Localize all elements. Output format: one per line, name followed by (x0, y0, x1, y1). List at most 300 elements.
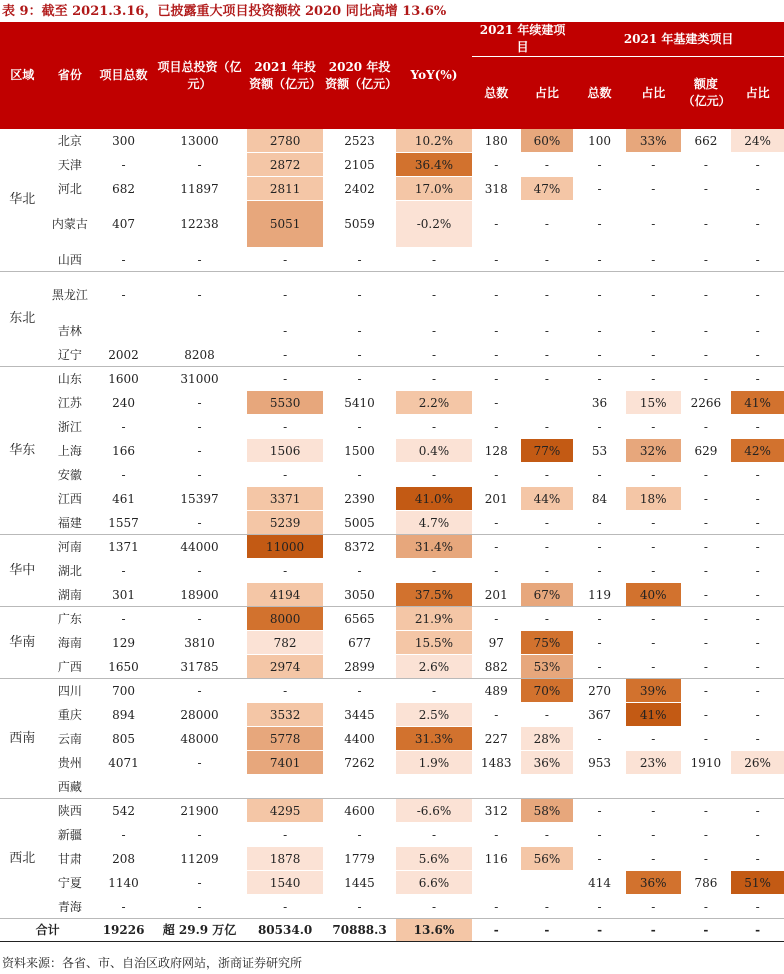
table-cell: - (247, 415, 323, 439)
table-cell: - (95, 895, 152, 919)
header-region: 区域 (0, 22, 45, 129)
table-cell: - (731, 535, 784, 559)
table-cell: - (247, 272, 323, 319)
table-cell: - (472, 703, 521, 727)
table-cell: - (323, 415, 396, 439)
header-continuing-ratio: 占比 (521, 57, 574, 130)
table-cell: - (247, 343, 323, 367)
table-cell: 21.9% (396, 607, 472, 631)
table-row (0, 679, 784, 703)
table-row (0, 439, 784, 463)
table-row (0, 655, 784, 679)
table-cell: 70888.3 (323, 919, 396, 942)
table-body (0, 129, 784, 919)
table-cell: - (626, 153, 681, 177)
investment-table (0, 22, 784, 942)
table-cell: - (681, 511, 732, 535)
table-cell: 1371 (95, 535, 152, 559)
table-cell: 41% (731, 391, 784, 415)
table-cell: 41% (626, 703, 681, 727)
table-cell: - (626, 895, 681, 919)
province-cell: 四川 (45, 679, 96, 703)
province-cell: 青海 (45, 895, 96, 919)
province-cell: 湖南 (45, 583, 96, 607)
table-cell: - (681, 919, 732, 942)
table-cell: 677 (323, 631, 396, 655)
table-cell: - (731, 177, 784, 201)
table-cell (396, 775, 472, 799)
table-cell: - (323, 823, 396, 847)
table-cell: 318 (472, 177, 521, 201)
table-cell: 24% (731, 129, 784, 153)
table-cell: - (573, 367, 626, 391)
table-cell: 4.7% (396, 511, 472, 535)
table-cell: 84 (573, 487, 626, 511)
table-cell (95, 775, 152, 799)
table-row (0, 895, 784, 919)
table-cell: - (681, 583, 732, 607)
table-cell: 超 29.9 万亿 (152, 919, 247, 942)
province-cell: 江苏 (45, 391, 96, 415)
table-cell: - (573, 415, 626, 439)
table-cell: - (247, 823, 323, 847)
province-cell: 贵州 (45, 751, 96, 775)
table-cell: 240 (95, 391, 152, 415)
table-cell: - (731, 655, 784, 679)
table-cell: - (472, 535, 521, 559)
table-row (0, 367, 784, 391)
table-cell: - (152, 823, 247, 847)
table-cell: - (152, 895, 247, 919)
table-cell: 2266 (681, 391, 732, 415)
table-cell: 26% (731, 751, 784, 775)
table-cell: 10.2% (396, 129, 472, 153)
table-cell (681, 775, 732, 799)
table-cell: 5778 (247, 727, 323, 751)
table-cell: - (472, 895, 521, 919)
header-group-continuing: 2021 年续建项目 (472, 22, 573, 57)
table-cell: - (731, 631, 784, 655)
table-cell: 5.6% (396, 847, 472, 871)
table-row (0, 511, 784, 535)
table-row (0, 751, 784, 775)
table-cell: 11897 (152, 177, 247, 201)
table-cell: - (396, 319, 472, 343)
table-cell: - (573, 319, 626, 343)
table-cell: 882 (472, 655, 521, 679)
table-cell: 80534.0 (247, 919, 323, 942)
table-cell: - (247, 679, 323, 703)
table-cell: 2390 (323, 487, 396, 511)
table-cell: - (95, 153, 152, 177)
table-cell: - (323, 463, 396, 487)
table-cell: 489 (472, 679, 521, 703)
table-cell: - (681, 367, 732, 391)
table-cell: - (573, 559, 626, 583)
table-cell: - (681, 607, 732, 631)
table-cell: - (573, 153, 626, 177)
table-cell: - (95, 248, 152, 272)
table-cell: - (521, 319, 574, 343)
table-row (0, 535, 784, 559)
table-cell: 301 (95, 583, 152, 607)
table-cell: 5059 (323, 201, 396, 248)
province-cell: 西藏 (45, 775, 96, 799)
table-cell: - (681, 655, 732, 679)
table-cell: 15.5% (396, 631, 472, 655)
table-cell: - (731, 153, 784, 177)
table-cell: - (396, 415, 472, 439)
province-cell: 天津 (45, 153, 96, 177)
table-cell: 414 (573, 871, 626, 895)
table-row (0, 201, 784, 248)
province-cell: 辽宁 (45, 343, 96, 367)
table-cell: 21900 (152, 799, 247, 823)
region-label: 西北 (0, 799, 45, 919)
table-cell: - (95, 463, 152, 487)
table-cell: 1910 (681, 751, 732, 775)
table-row (0, 177, 784, 201)
table-cell: 367 (573, 703, 626, 727)
table-cell (521, 871, 574, 895)
table-cell: 1.9% (396, 751, 472, 775)
total-row (0, 919, 784, 942)
province-cell: 海南 (45, 631, 96, 655)
table-cell: 129 (95, 631, 152, 655)
province-cell: 重庆 (45, 703, 96, 727)
table-cell: - (681, 153, 732, 177)
table-cell: - (626, 367, 681, 391)
table-row (0, 583, 784, 607)
table-cell: 201 (472, 583, 521, 607)
table-cell: 4194 (247, 583, 323, 607)
table-footer (0, 919, 784, 942)
table-cell: 28000 (152, 703, 247, 727)
table-cell: - (323, 248, 396, 272)
table-title: 表 9：截至 2021.3.16，已披露重大项目投资额较 2020 同比高增 13.6% (2, 4, 447, 19)
table-cell: - (681, 319, 732, 343)
region-label: 华中 (0, 535, 45, 607)
table-cell: - (323, 895, 396, 919)
table-cell: - (152, 607, 247, 631)
table-cell: 44000 (152, 535, 247, 559)
table-cell: - (323, 679, 396, 703)
table-cell: 28% (521, 727, 574, 751)
table-cell: 805 (95, 727, 152, 751)
table-cell: 11000 (247, 535, 323, 559)
table-cell: 1540 (247, 871, 323, 895)
table-cell: - (152, 463, 247, 487)
table-cell: 53% (521, 655, 574, 679)
table-cell: - (521, 823, 574, 847)
table-cell: - (573, 919, 626, 942)
table-cell: - (573, 201, 626, 248)
table-cell: 682 (95, 177, 152, 201)
table-cell: 5530 (247, 391, 323, 415)
table-cell: -6.6% (396, 799, 472, 823)
table-cell: 31785 (152, 655, 247, 679)
table-cell: - (626, 919, 681, 942)
table-cell: - (731, 367, 784, 391)
table-cell: - (626, 727, 681, 751)
table-cell: 36% (521, 751, 574, 775)
header-reserve-amount-ratio: 占比 (731, 57, 784, 130)
table-cell: 5410 (323, 391, 396, 415)
province-cell: 北京 (45, 129, 96, 153)
table-cell: - (521, 703, 574, 727)
table-cell: 119 (573, 583, 626, 607)
table-header (0, 22, 784, 129)
table-cell (626, 775, 681, 799)
table-cell: 31.4% (396, 535, 472, 559)
table-row (0, 272, 784, 319)
table-cell: - (731, 343, 784, 367)
table-cell: 662 (681, 129, 732, 153)
table-cell: 18% (626, 487, 681, 511)
table-cell: 2.2% (396, 391, 472, 415)
header-investment-2020: 2020 年投资额（亿元） (323, 22, 396, 129)
table-cell: - (521, 535, 574, 559)
table-cell: - (731, 487, 784, 511)
table-row (0, 607, 784, 631)
table-cell: - (95, 415, 152, 439)
table-cell: 33% (626, 129, 681, 153)
table-cell: - (681, 679, 732, 703)
table-cell: 4400 (323, 727, 396, 751)
table-cell: 2899 (323, 655, 396, 679)
table-row (0, 153, 784, 177)
table-cell: 70% (521, 679, 574, 703)
table-cell: - (573, 607, 626, 631)
table-cell: - (681, 487, 732, 511)
table-row (0, 343, 784, 367)
table-cell: - (472, 511, 521, 535)
table-cell: - (472, 415, 521, 439)
province-cell: 陕西 (45, 799, 96, 823)
table-cell: - (626, 343, 681, 367)
table-cell (323, 775, 396, 799)
table-cell: 2002 (95, 343, 152, 367)
header-reserve-amount: 额度（亿元） (681, 57, 732, 130)
table-cell: 700 (95, 679, 152, 703)
table-row (0, 775, 784, 799)
table-cell: 2.5% (396, 703, 472, 727)
table-cell (731, 775, 784, 799)
table-cell: - (573, 847, 626, 871)
table-cell: - (152, 439, 247, 463)
table-cell: 1483 (472, 751, 521, 775)
table-cell: 1140 (95, 871, 152, 895)
table-cell: - (573, 248, 626, 272)
table-cell: 40% (626, 583, 681, 607)
table-cell: - (521, 153, 574, 177)
province-cell: 吉林 (45, 319, 96, 343)
table-cell: 786 (681, 871, 732, 895)
table-cell: - (521, 201, 574, 248)
table-cell: 3371 (247, 487, 323, 511)
table-cell: 42% (731, 439, 784, 463)
table-cell: - (95, 559, 152, 583)
table-cell: - (681, 272, 732, 319)
table-cell: - (681, 535, 732, 559)
table-cell: 41.0% (396, 487, 472, 511)
table-cell: - (626, 248, 681, 272)
table-cell: - (626, 272, 681, 319)
table-cell: - (731, 272, 784, 319)
province-cell: 山东 (45, 367, 96, 391)
table-cell: - (731, 559, 784, 583)
table-cell: - (472, 607, 521, 631)
table-row (0, 391, 784, 415)
header-investment-2021: 2021 年投资额（亿元） (247, 22, 323, 129)
table-row (0, 847, 784, 871)
table-cell: - (95, 823, 152, 847)
table-cell: - (731, 847, 784, 871)
table-cell: 18900 (152, 583, 247, 607)
table-cell: - (396, 248, 472, 272)
header-continuing-total: 总数 (472, 57, 521, 130)
table-cell: - (396, 559, 472, 583)
table-cell: - (731, 248, 784, 272)
table-cell (95, 319, 152, 343)
table-cell: - (472, 153, 521, 177)
region-label: 华北 (0, 129, 45, 272)
table-cell: - (323, 319, 396, 343)
table-cell: - (573, 727, 626, 751)
table-cell: 461 (95, 487, 152, 511)
table-cell: - (626, 607, 681, 631)
table-cell: - (396, 343, 472, 367)
table-cell: - (681, 343, 732, 367)
table-cell: - (247, 319, 323, 343)
table-cell: 3050 (323, 583, 396, 607)
table-cell: 56% (521, 847, 574, 871)
table-cell (472, 775, 521, 799)
table-row (0, 463, 784, 487)
table-cell: - (152, 559, 247, 583)
region-label: 华南 (0, 607, 45, 679)
table-cell: 13.6% (396, 919, 472, 942)
table-cell: 6565 (323, 607, 396, 631)
table-cell: - (573, 655, 626, 679)
table-cell: - (681, 248, 732, 272)
table-cell: 36% (626, 871, 681, 895)
table-cell: - (472, 319, 521, 343)
table-cell: 77% (521, 439, 574, 463)
table-row (0, 129, 784, 153)
region-label: 华东 (0, 367, 45, 535)
table-cell: -0.2% (396, 201, 472, 248)
table-cell: - (323, 559, 396, 583)
table-cell: - (152, 511, 247, 535)
table-cell: 3532 (247, 703, 323, 727)
table-cell: - (521, 559, 574, 583)
table-cell: - (472, 391, 521, 415)
table-cell: 3810 (152, 631, 247, 655)
table-cell: 53 (573, 439, 626, 463)
table-cell: - (396, 823, 472, 847)
table-cell: 4071 (95, 751, 152, 775)
table-cell: - (681, 463, 732, 487)
table-cell: - (152, 248, 247, 272)
province-cell: 浙江 (45, 415, 96, 439)
table-cell: - (731, 895, 784, 919)
table-cell: - (626, 415, 681, 439)
table-row (0, 559, 784, 583)
province-cell: 广东 (45, 607, 96, 631)
table-cell: 36.4% (396, 153, 472, 177)
table-cell (152, 319, 247, 343)
table-cell: - (95, 272, 152, 319)
table-cell: - (626, 201, 681, 248)
table-cell: - (323, 367, 396, 391)
table-cell: - (626, 631, 681, 655)
table-cell: - (731, 607, 784, 631)
source-note: 资料来源：各省、市、自治区政府网站，浙商证券研究所 (2, 956, 303, 970)
table-cell: - (247, 367, 323, 391)
total-label: 合计 (0, 919, 95, 942)
table-cell: 2974 (247, 655, 323, 679)
table-cell: - (573, 631, 626, 655)
table-cell: 270 (573, 679, 626, 703)
table-cell: 19226 (95, 919, 152, 942)
table-cell: - (152, 679, 247, 703)
table-cell: 1878 (247, 847, 323, 871)
table-cell (573, 775, 626, 799)
table-cell: 100 (573, 129, 626, 153)
table-cell: - (472, 367, 521, 391)
table-row (0, 799, 784, 823)
table-cell: - (681, 177, 732, 201)
table-row (0, 631, 784, 655)
table-cell: 44% (521, 487, 574, 511)
table-cell: - (626, 559, 681, 583)
table-cell (152, 775, 247, 799)
region-label: 东北 (0, 272, 45, 367)
table-cell: - (521, 272, 574, 319)
table-cell: - (681, 895, 732, 919)
table-cell: - (626, 319, 681, 343)
table-cell (247, 775, 323, 799)
table-cell: - (573, 177, 626, 201)
table-cell: - (521, 919, 574, 942)
table-row (0, 415, 784, 439)
table-cell: - (681, 823, 732, 847)
province-cell: 山西 (45, 248, 96, 272)
table-cell: 58% (521, 799, 574, 823)
table-cell: 201 (472, 487, 521, 511)
table-cell: - (626, 655, 681, 679)
table-cell: - (573, 272, 626, 319)
table-cell: - (323, 343, 396, 367)
table-cell: 5005 (323, 511, 396, 535)
table-cell: 300 (95, 129, 152, 153)
table-cell: 23% (626, 751, 681, 775)
table-cell: 128 (472, 439, 521, 463)
table-cell: - (152, 153, 247, 177)
table-cell: - (681, 415, 732, 439)
table-cell: - (472, 559, 521, 583)
table-cell: - (573, 343, 626, 367)
table-cell: - (681, 559, 732, 583)
table-cell: - (681, 201, 732, 248)
header-yoy: YoY(%) (396, 22, 472, 129)
table-cell: - (247, 248, 323, 272)
table-cell: - (626, 511, 681, 535)
table-cell: 2780 (247, 129, 323, 153)
table-cell: 47% (521, 177, 574, 201)
table-cell: - (521, 607, 574, 631)
